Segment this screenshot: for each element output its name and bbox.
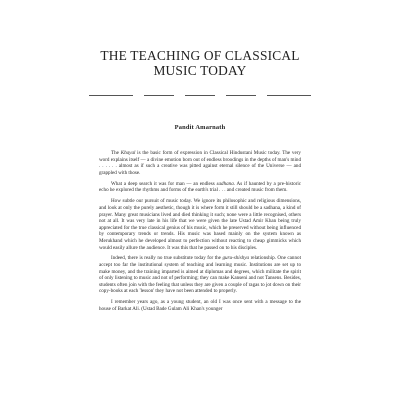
paragraph-text: is the basic form of expression in Classical Hindustani Music today. The very word explains itself — a divine emotion born out of endless broodings in the depths of man's mind . . . . . . almost as if such a creative was pitted against eternal silence of the Universe — and grappled with those. [99, 150, 301, 176]
paragraph-emphasis: sadhana [216, 180, 234, 187]
paragraph-emphasis: guru-shishya [222, 255, 250, 262]
rule-segment [267, 95, 311, 96]
rule-segment [185, 95, 215, 96]
body-paragraph-2 [99, 181, 301, 194]
body-paragraph-4 [99, 255, 301, 295]
rule-segment [144, 95, 174, 96]
paragraph-text: relationship. One cannot accept too far the institutional system of teaching and learning music. Institutions are set up to make money, and the training imparted is aimed at diplomas and degrees, which militate the spirit of only listening to music and not of performing; they can make Kanseni and not Tansens. Besides, students often join with the feeling that unless they are given a couple of ragas to jot down on their copy-books at each 'lesson' they have not been attended to properly. [99, 255, 301, 295]
article-title-line-1: THE TEACHING OF CLASSICAL [100, 48, 300, 63]
article-title [60, 49, 340, 78]
body-paragraph-5 [99, 299, 301, 312]
paragraph-text: What a deep search it was for man — an endless [111, 180, 217, 187]
article-body [99, 150, 301, 317]
title-separator-rule [89, 92, 311, 98]
rule-segment [226, 95, 256, 96]
paragraph-emphasis: Khayal [120, 150, 136, 156]
article-title-line-2: MUSIC TODAY [153, 62, 247, 78]
paragraph-text: How subtle our pursuit of music today. We ignore its philosophic and religious dimensions, and look at only the purely aesthetic, though it is where form it still should be a sadhana, a kind of prayer. Many great musicians lived and died thinking it such; none were a little recognised, others not at all. It was very late in his life that we were given the late Ustad Amir Khan being truly appreciated for the true classical genius of his music, which he preserved without being influenced by contemporary trends or trends. His music was based mainly on the system known as Merukhand which he developed almost to perfection without reacting to cheap gimmicks which would easily allure the audience. It was this that he passed on to his disciples. [99, 198, 301, 251]
paragraph-text: Indeed, there is really no true substitute today for the [111, 255, 223, 262]
rule-segment [89, 95, 133, 96]
body-paragraph-3 [99, 198, 301, 251]
body-paragraph-1 [99, 150, 301, 176]
paragraph-text: . As if haunted by a pre-historic echo he explored the rhythms and forms of the earth's trial . . . and created music from them. [99, 180, 301, 194]
paragraph-text: I remember years ago, as a young student, an old I was once sent with a message to the house of Barkat Ali. (Ustad Bade Gulam Ali Khan's younger [99, 299, 301, 313]
article-author: Pandit Amarnath [174, 124, 226, 131]
paragraph-text: The [111, 150, 121, 156]
